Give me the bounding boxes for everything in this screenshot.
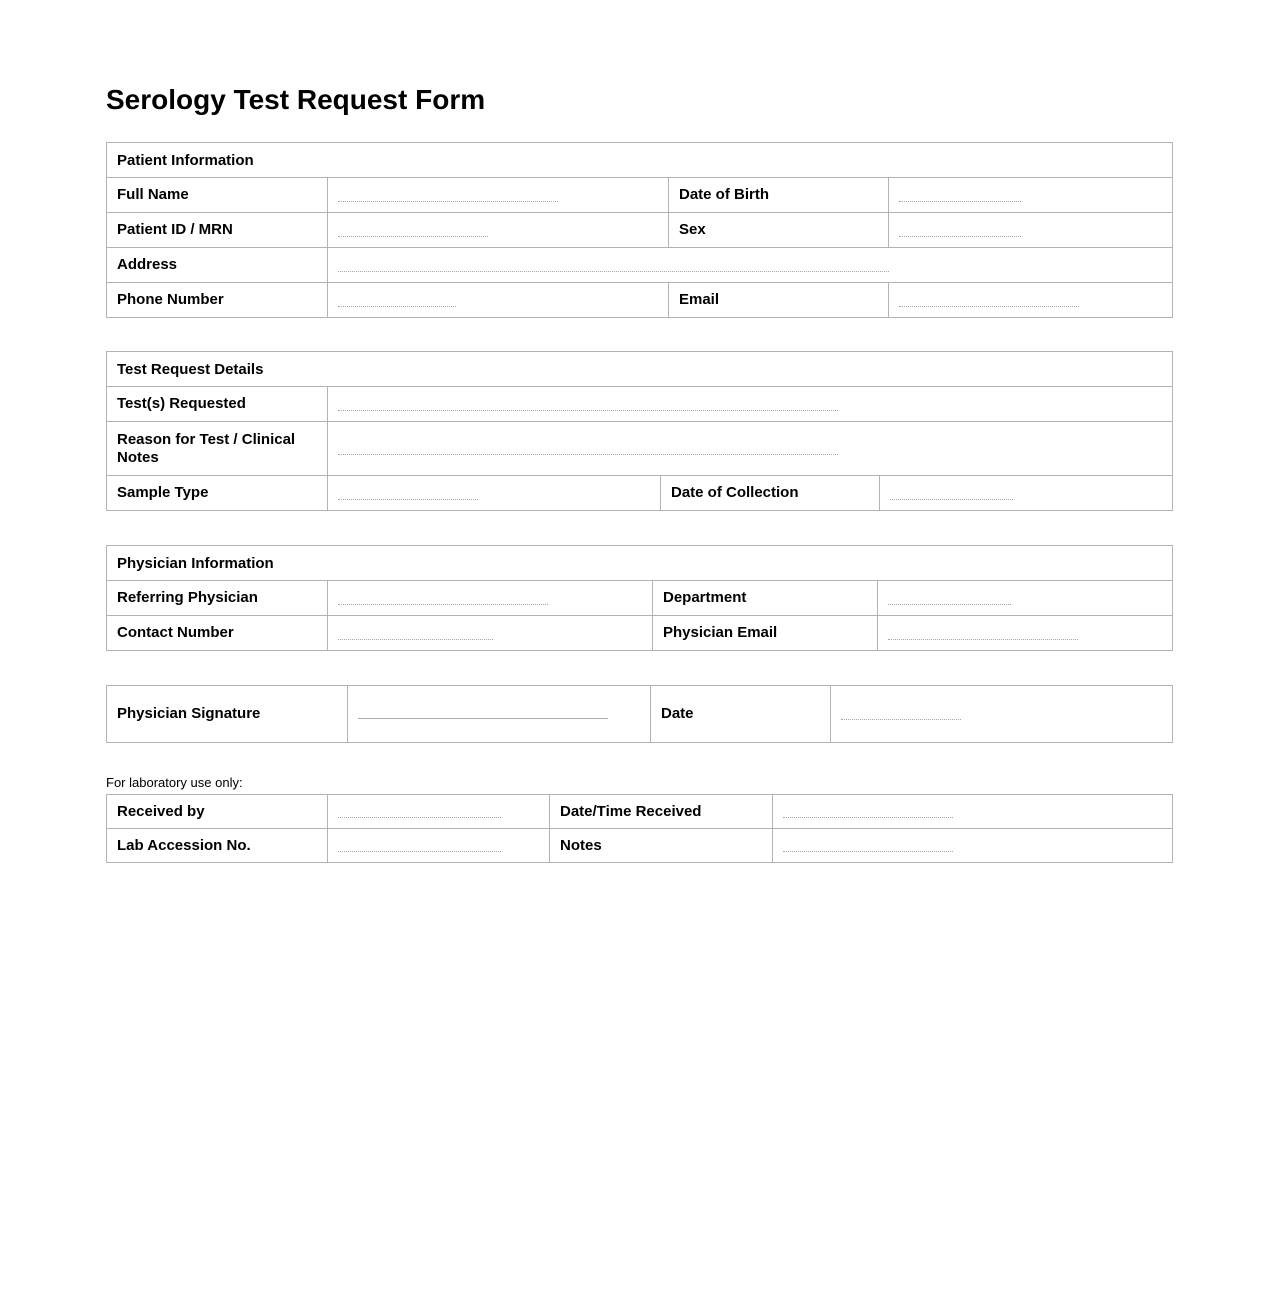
signature-date-cell <box>831 686 1173 743</box>
physician-email-field[interactable] <box>888 623 1078 640</box>
signature-table <box>106 685 1173 743</box>
reason-cell <box>328 422 1173 476</box>
patient-id-cell <box>328 213 669 248</box>
lab-accession-label: Lab Accession No. <box>107 829 328 863</box>
address-label: Address <box>107 248 328 283</box>
lab-accession-field[interactable] <box>338 835 501 852</box>
lab-accession-cell <box>328 829 550 863</box>
sample-type-cell <box>328 476 661 511</box>
tests-requested-field[interactable] <box>338 394 838 411</box>
date-of-collection-cell <box>880 476 1173 511</box>
lab-use-table <box>106 794 1173 863</box>
datetime-received-cell <box>773 795 1173 829</box>
signature-date-field[interactable] <box>841 705 961 720</box>
full-name-field[interactable] <box>338 185 558 202</box>
sample-type-label: Sample Type <box>107 476 328 511</box>
physician-email-cell <box>878 616 1173 651</box>
date-of-birth-field[interactable] <box>899 185 1021 202</box>
date-of-birth-cell <box>889 178 1173 213</box>
test-request-section-header: Test Request Details <box>107 352 1173 387</box>
referring-physician-cell <box>328 581 653 616</box>
received-by-field[interactable] <box>338 801 501 818</box>
patient-information-table <box>106 142 1173 318</box>
datetime-received-label: Date/Time Received <box>550 795 773 829</box>
department-label: Department <box>653 581 878 616</box>
physician-signature-cell <box>348 686 651 743</box>
patient-id-label: Patient ID / MRN <box>107 213 328 248</box>
address-field[interactable] <box>338 255 889 272</box>
department-field[interactable] <box>888 588 1011 605</box>
physician-email-label: Physician Email <box>653 616 878 651</box>
received-by-label: Received by <box>107 795 328 829</box>
phone-cell <box>328 283 669 318</box>
sex-label: Sex <box>669 213 889 248</box>
reason-field[interactable] <box>338 438 838 455</box>
phone-label: Phone Number <box>107 283 328 318</box>
reason-label: Reason for Test / Clinical Notes <box>107 422 328 476</box>
contact-number-label: Contact Number <box>107 616 328 651</box>
received-by-cell <box>328 795 550 829</box>
physician-signature-field[interactable] <box>358 718 608 719</box>
address-cell <box>328 248 1173 283</box>
patient-id-field[interactable] <box>338 220 488 237</box>
patient-section-header: Patient Information <box>107 143 1173 178</box>
phone-field[interactable] <box>338 290 456 307</box>
date-of-collection-field[interactable] <box>890 483 1013 500</box>
full-name-cell <box>328 178 669 213</box>
sample-type-field[interactable] <box>338 483 478 500</box>
physician-signature-label: Physician Signature <box>107 686 348 743</box>
lab-notes-label: Notes <box>550 829 773 863</box>
lab-notes-cell <box>773 829 1173 863</box>
lab-use-note: For laboratory use only: <box>106 775 243 790</box>
physician-information-table <box>106 545 1173 651</box>
physician-section-header: Physician Information <box>107 546 1173 581</box>
email-cell <box>889 283 1173 318</box>
date-of-collection-label: Date of Collection <box>661 476 880 511</box>
contact-number-cell <box>328 616 653 651</box>
referring-physician-field[interactable] <box>338 588 548 605</box>
date-of-birth-label: Date of Birth <box>669 178 889 213</box>
form-title: Serology Test Request Form <box>106 84 486 115</box>
email-label: Email <box>669 283 889 318</box>
sex-cell <box>889 213 1173 248</box>
tests-requested-label: Test(s) Requested <box>107 387 328 422</box>
full-name-label: Full Name <box>107 178 328 213</box>
tests-requested-cell <box>328 387 1173 422</box>
referring-physician-label: Referring Physician <box>107 581 328 616</box>
sex-field[interactable] <box>899 220 1021 237</box>
signature-date-label: Date <box>651 686 831 743</box>
datetime-received-field[interactable] <box>783 801 953 818</box>
email-field[interactable] <box>899 290 1079 307</box>
contact-number-field[interactable] <box>338 623 493 640</box>
department-cell <box>878 581 1173 616</box>
lab-notes-field[interactable] <box>783 835 953 852</box>
test-request-table <box>106 351 1173 511</box>
